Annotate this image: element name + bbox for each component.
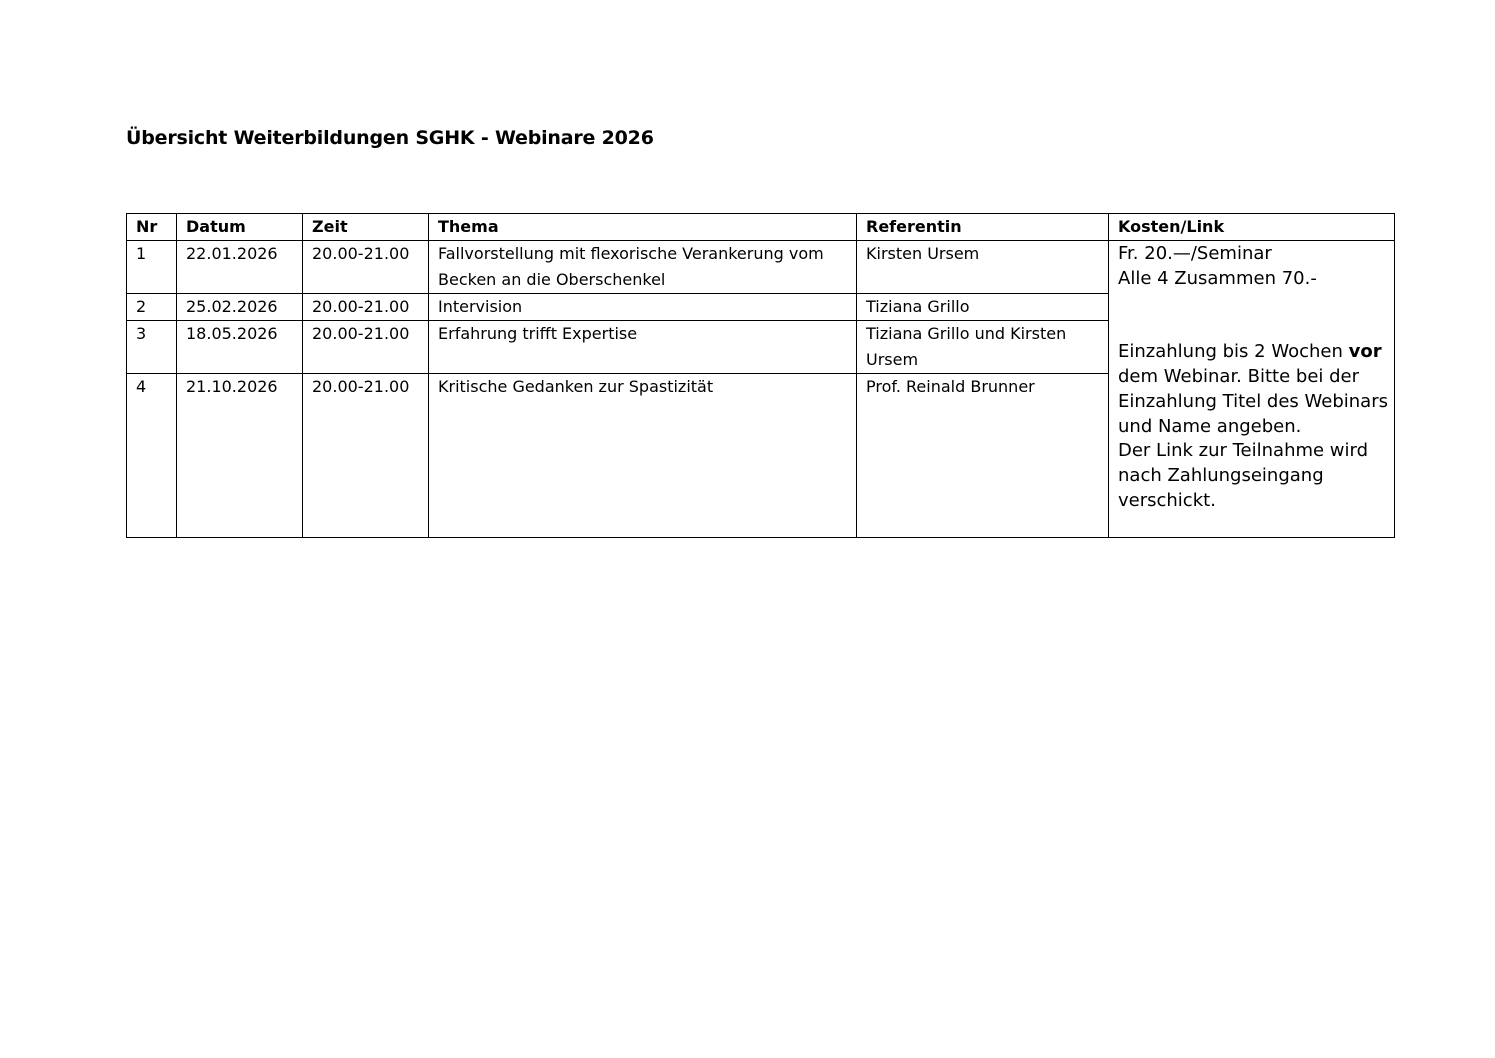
header-thema: Thema [429,214,857,241]
cell-datum: 22.01.2026 [177,241,303,294]
link-note: Der Link zur Teilnahme wird nach Zahlungseingang verschickt. [1118,440,1369,511]
header-nr: Nr [127,214,177,241]
payment-text-before: Einzahlung bis 2 Wochen [1118,341,1343,363]
payment-instructions [1118,340,1388,439]
cell-nr: 4 [127,374,177,538]
cell-referentin: Kirsten Ursem [857,241,1109,294]
header-referentin: Referentin [857,214,1109,241]
header-kosten-link: Kosten/Link [1109,214,1395,241]
cell-thema: Kritische Gedanken zur Spastizität [429,374,857,538]
cell-thema: Intervision [429,294,857,321]
cell-datum: 25.02.2026 [177,294,303,321]
cell-zeit: 20.00-21.00 [303,374,429,538]
cell-datum: 18.05.2026 [177,321,303,374]
header-datum: Datum [177,214,303,241]
cell-datum: 21.10.2026 [177,374,303,538]
document-title: Übersicht Weiterbildungen SGHK - Webinare 2026 [126,127,654,149]
cell-zeit: 20.00-21.00 [303,294,429,321]
cell-nr: 2 [127,294,177,321]
cell-referentin: Prof. Reinald Brunner [857,374,1109,538]
table-header-row [127,214,1395,241]
price-per-seminar: Fr. 20.—/Seminar [1118,243,1272,264]
cell-referentin: Tiziana Grillo [857,294,1109,321]
price-all-four: Alle 4 Zusammen 70.- [1118,267,1317,289]
webinar-schedule-table [126,213,1395,538]
payment-text-after: dem Webinar. Bitte bei der Einzahlung Titel des Webinars und Name angeben. [1118,366,1388,437]
cell-thema: Fallvorstellung mit flexorische Verankerung vom Becken an die Oberschenkel [429,241,857,294]
cell-zeit: 20.00-21.00 [303,321,429,374]
cell-thema: Erfahrung trifft Expertise [429,321,857,374]
cell-kosten-link [1109,241,1395,538]
table-row [127,241,1395,294]
payment-emphasis: vor [1348,341,1382,363]
header-zeit: Zeit [303,214,429,241]
cell-nr: 3 [127,321,177,374]
cell-referentin: Tiziana Grillo und Kirsten Ursem [857,321,1109,374]
cell-zeit: 20.00-21.00 [303,241,429,294]
cell-nr: 1 [127,241,177,294]
